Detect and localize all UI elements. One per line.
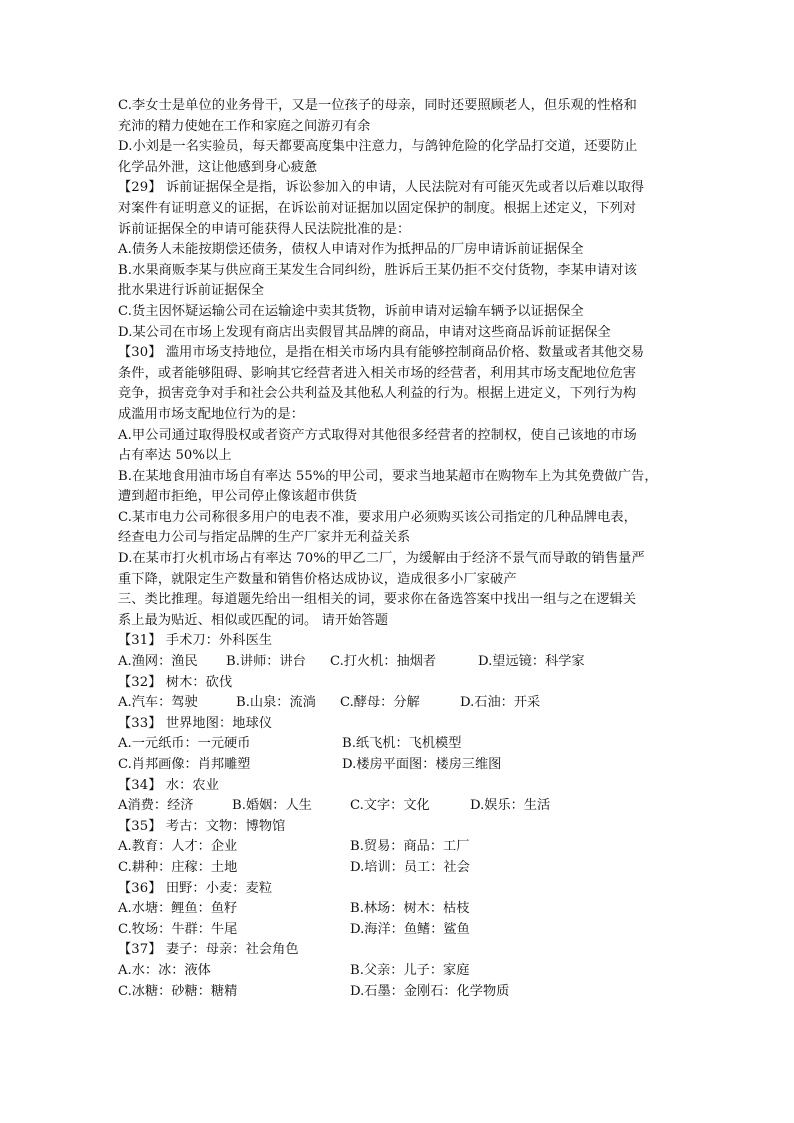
text-line: 占有率达 50%以上 xyxy=(118,448,232,464)
option-b: B.婚姻：人生 xyxy=(232,798,312,814)
text-line: B.在某地食用油市场自有率达 55%的甲公司，要求当地某超市在购物车上为其免费做广告， xyxy=(118,468,658,484)
text-line: 重下降，就限定生产数量和销售价格达成协议，造成很多小厂家破产 xyxy=(118,571,517,587)
question-37-options-row1 xyxy=(118,961,680,982)
text-line: 对案件有证明意义的证据，在诉讼前对证据加以固定保护的制度。根据上述定义，下列对 xyxy=(118,200,637,216)
option-c: C.冰糖：砂糖：糖精 xyxy=(118,983,238,999)
option-a: A.水塘：鲤鱼：鱼籽 xyxy=(118,901,238,917)
option-d: D.石油：开采 xyxy=(460,695,541,711)
option-d: D.培训：员工：社会 xyxy=(350,859,470,875)
question-35-options-row1 xyxy=(118,837,680,858)
option-a: A.汽车：驾驶 xyxy=(118,695,198,711)
text-line: B.水果商贩李某与供应商王某发生合同纠纷，胜诉后王某仍拒不交付货物，李某申请对该 xyxy=(118,262,638,278)
text-line: 三、类比推理。每道题先给出一组相关的词，要求你在备选答案中找出一组与之在逻辑关 xyxy=(118,592,637,608)
text-line: 化学品外泄，这让他感到身心疲惫 xyxy=(118,159,318,175)
text-line: 系上最为贴近、相似或匹配的词。 请开始答题 xyxy=(118,612,389,628)
option-c: C.肖邦画像：肖邦雕塑 xyxy=(118,757,251,772)
question-34-title: 【34】 水：农业 xyxy=(118,777,219,793)
option-a: A消费：经济 xyxy=(118,798,194,814)
text-line: D.在某市打火机市场占有率达 70%的甲乙二厂，为缓解由于经济不景气而导敢的销售量严 xyxy=(118,551,645,567)
text-line: 【30】 滥用市场支持地位，是指在相关市场内具有能够控制商品价格、数量或者其他交易 xyxy=(118,345,645,361)
text-line: 充沛的精力使她在工作和家庭之间游刃有余 xyxy=(118,118,371,134)
option-d: D.楼房平面图：楼房三维图 xyxy=(342,757,502,772)
question-35-options-row2 xyxy=(118,858,680,879)
option-d: D.望远镜：科学家 xyxy=(478,654,585,670)
text-line: 诉前证据保全的申请可能获得人民法院批准的是： xyxy=(118,221,411,237)
option-c: C.耕种：庄稼：土地 xyxy=(118,859,238,875)
text-line: A.债务人未能按期偿还债务，债权人申请对作为抵押品的厂房申请诉前证据保全 xyxy=(118,242,584,258)
text-line: D.某公司在市场上发现有商店出卖假冒其品牌的商品，申请对这些商品诉前证据保全 xyxy=(118,324,611,340)
question-text-block xyxy=(118,96,680,631)
question-37-options-row2 xyxy=(118,982,680,1003)
text-line: 批水果进行诉前证据保全 xyxy=(118,283,265,299)
option-a: A.教育：人才：企业 xyxy=(118,839,238,855)
text-line: C.货主因怀疑运输公司在运输途中卖其货物，诉前申请对运输车辆予以证据保全 xyxy=(118,303,584,319)
text-line: 竞争，损害竞争对手和社会公共利益及其他私人利益的行为。根据上进定义，下列行为构 xyxy=(118,386,637,402)
option-b: B.林场：树木：枯枝 xyxy=(350,901,470,917)
option-d: D.海洋：鱼鳍：鲨鱼 xyxy=(350,921,470,937)
option-c: C.牧场：牛群：牛尾 xyxy=(118,921,238,937)
question-32-options xyxy=(118,693,680,714)
text-line: 【29】 诉前证据保全是指，诉讼参加入的申请，人民法院对有可能灭先或者以后难以取得 xyxy=(118,180,645,196)
option-a: A.一元纸币：一元硬币 xyxy=(118,736,251,752)
option-b: B.山泉：流淌 xyxy=(236,695,316,711)
option-b: B.贸易：商品：工厂 xyxy=(350,839,470,855)
question-36-title: 【36】 田野：小麦：麦粒 xyxy=(118,880,273,896)
option-c: C.文字：文化 xyxy=(350,798,430,814)
question-31-options xyxy=(118,652,680,673)
text-line: C.李女士是单位的业务骨干，又是一位孩子的母亲，同时还要照顾老人，但乐观的性格和 xyxy=(118,98,637,113)
option-d: D.娱乐：生活 xyxy=(470,798,551,814)
text-line: C.某市电力公司称很多用户的电表不准，要求用户必须购买该公司指定的几种品牌电表， xyxy=(118,509,637,525)
option-d: D.石墨：金刚石：化学物质 xyxy=(350,983,510,999)
option-b: B.纸飞机：飞机模型 xyxy=(342,736,462,752)
option-b: B.父亲：儿子：家庭 xyxy=(350,962,470,978)
text-line: 条件，或者能够阻碍、影响其它经营者进入相关市场的经营者，利用其市场支配地位危害 xyxy=(118,365,637,381)
document-page xyxy=(118,96,680,1002)
question-36-options-row1 xyxy=(118,899,680,920)
question-33-options-row2 xyxy=(118,755,680,776)
question-33-options-row1 xyxy=(118,734,680,755)
option-a: A.水：冰：液体 xyxy=(118,962,211,978)
question-32-title: 【32】 树木：砍伐 xyxy=(118,674,233,690)
question-34-options xyxy=(118,796,680,817)
option-c: C.打火机：抽烟者 xyxy=(330,654,437,670)
text-line: 遭到超市拒绝，甲公司停止像该超市供货 xyxy=(118,489,358,505)
option-c: C.酵母：分解 xyxy=(340,695,420,711)
option-a: A.渔网：渔民 xyxy=(118,654,198,670)
text-line: 经查电力公司与指定品牌的生产厂家并无利益关系 xyxy=(118,530,411,546)
text-line: 成滥用市场支配地位行为的是： xyxy=(118,406,305,422)
question-31-title: 【31】 手术刀：外科医生 xyxy=(118,633,273,649)
question-33-title: 【33】 世界地图：地球仪 xyxy=(118,715,273,731)
question-35-title: 【35】 考古：文物：博物馆 xyxy=(118,818,286,834)
text-line: D.小刘是一名实验员，每天都要高度集中注意力，与鸽钟危险的化学品打交道，还要防止 xyxy=(118,139,638,155)
question-37-title: 【37】 妻子：母亲：社会角色 xyxy=(118,942,299,958)
option-b: B.讲师：讲台 xyxy=(226,654,306,670)
question-36-options-row2 xyxy=(118,920,680,941)
text-line: A.甲公司通过取得股权或者资产方式取得对其他很多经营者的控制权，使自己该地的市场 xyxy=(118,427,637,443)
